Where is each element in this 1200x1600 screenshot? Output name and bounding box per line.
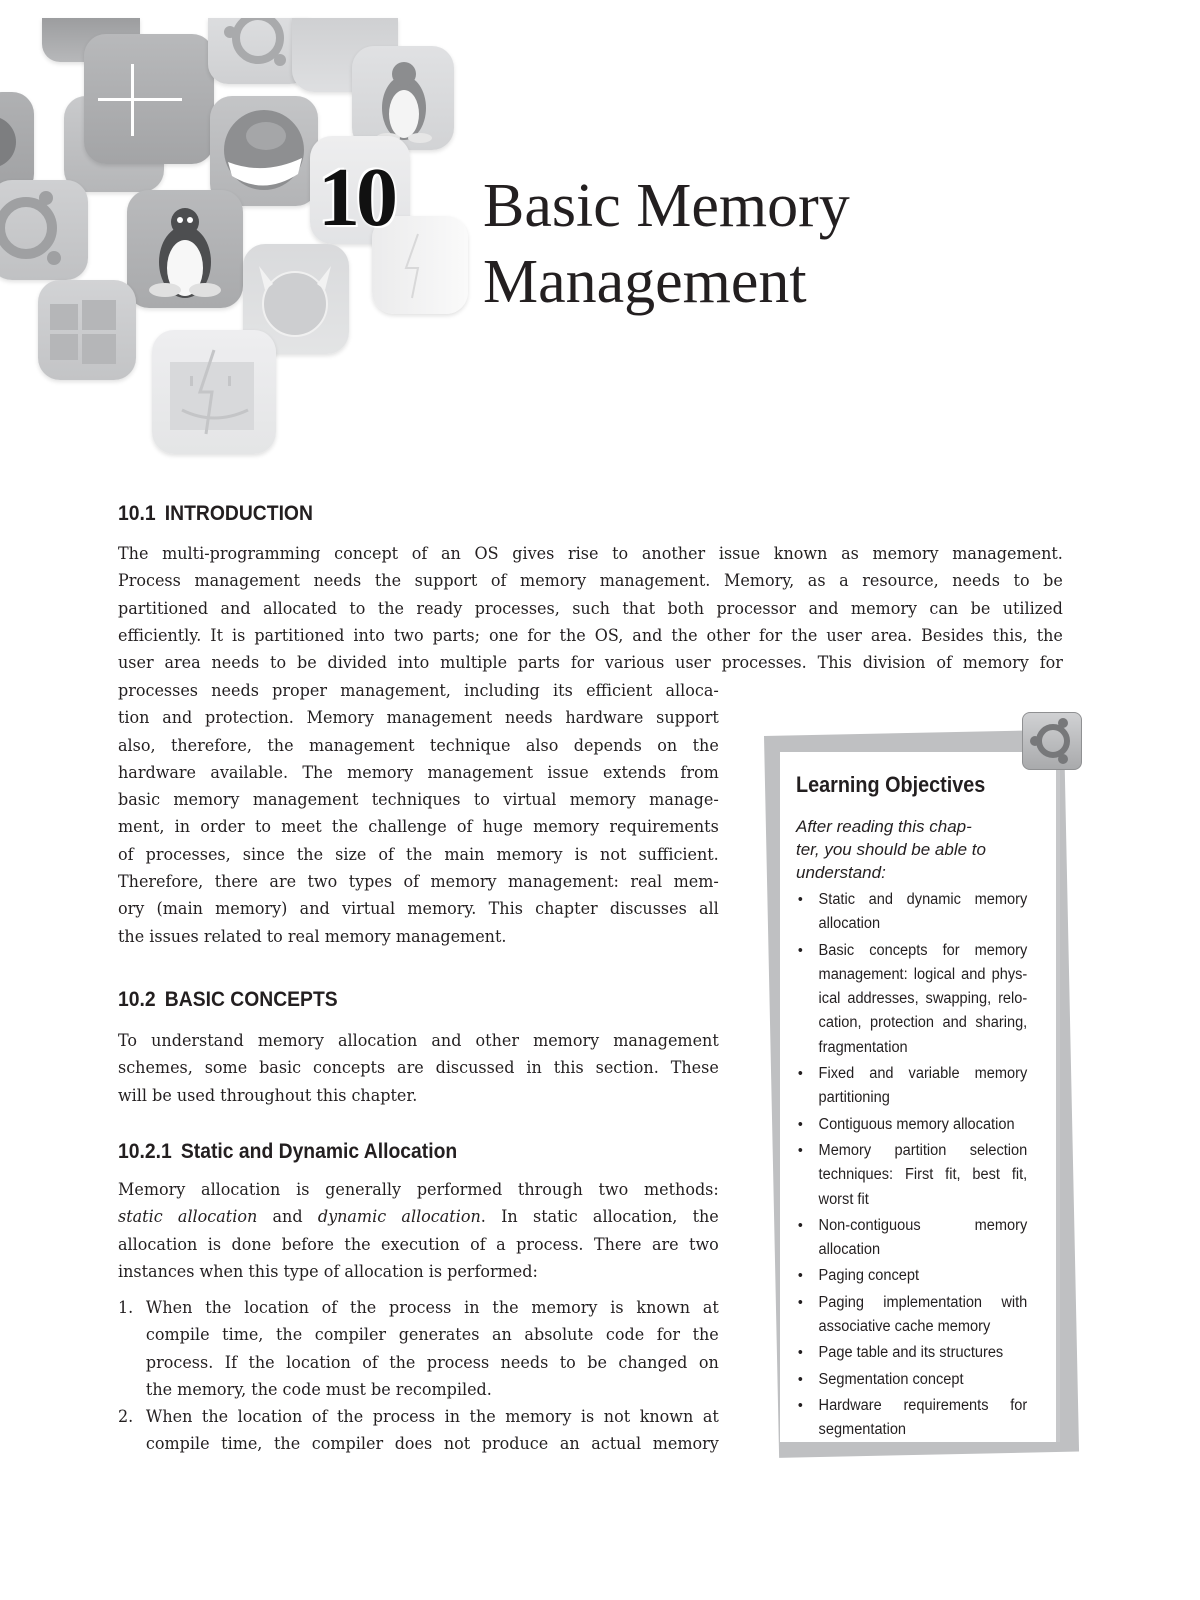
objective-item: [796, 1113, 1027, 1137]
text-line: worst fit: [818, 1190, 869, 1208]
text-line: understand:: [796, 863, 886, 882]
text-line: Contiguous memory allocation: [818, 1115, 1015, 1133]
text-line: compile time, the compiler generates an absolute code for the: [145, 1325, 719, 1346]
list-marker: 2.: [118, 1407, 134, 1428]
section-number: 10.2: [118, 988, 156, 1011]
finder-tile: [152, 330, 276, 454]
text-line: Memory partition selection: [818, 1141, 1028, 1159]
chapter-number: 10: [318, 151, 394, 244]
text-line: ical addresses, swapping, relo-: [818, 990, 1028, 1008]
text-line: partitioning: [818, 1089, 890, 1107]
text-line: hardware available. The memory management issue extends from: [118, 762, 719, 783]
subsection-heading-static-dynamic: [118, 1140, 457, 1164]
objective-item: [796, 1368, 1027, 1392]
text-line: When the location of the process in the memory is known at: [145, 1298, 719, 1318]
text-line: To understand memory allocation and other memory management: [118, 1031, 719, 1051]
static-dynamic-paragraph: [118, 1177, 719, 1286]
text-line: basic memory management techniques to virtual memory manage-: [118, 790, 719, 811]
text-fragment: . In static allocation, the: [480, 1207, 719, 1228]
bullet-icon: •: [797, 941, 803, 959]
allocation-instances-list: [118, 1295, 719, 1459]
text-line: partitioned and allocated to the ready processes, such that both processor and memory can be utilized: [118, 598, 1063, 619]
ubuntu-icon: [0, 180, 88, 280]
list-item: [118, 1404, 719, 1459]
objective-item: [796, 1139, 1027, 1212]
ubuntu-icon: [1022, 712, 1082, 770]
text-line: The multi-programming concept of an OS gives rise to another issue known as memory management.: [118, 544, 1063, 564]
text-line: user area needs to be divided into multiple parts for various user processes. This division of memory for: [118, 653, 1063, 674]
subsection-title: Static and Dynamic Allocation: [180, 1140, 458, 1163]
bullet-icon: •: [797, 1065, 803, 1083]
text-line: Memory allocation is generally performed through two methods:: [118, 1180, 719, 1200]
text-line: the memory, the code must be recompiled.: [145, 1379, 492, 1400]
text-line: also, therefore, the management technique also depends on the: [118, 735, 719, 756]
text-line: management: logical and phys-: [818, 965, 1028, 983]
text-line: of processes, since the size of the main memory is not sufficient.: [118, 844, 719, 865]
learning-objectives-intro: [796, 815, 1036, 884]
text-line: schemes, some basic concepts are discussed in this section. These: [118, 1058, 719, 1079]
intro-paragraph-narrow: [118, 678, 719, 951]
text-line: compile time, the compiler does not produce an actual memory: [145, 1434, 719, 1455]
text-line: cation, protection and sharing,: [818, 1014, 1028, 1032]
tux-penguin-icon: [352, 46, 454, 150]
objective-item: [796, 1291, 1027, 1340]
text-line: Paging concept: [818, 1267, 920, 1285]
text-line: Basic concepts for memory: [818, 941, 1028, 959]
finder-icon: [152, 330, 276, 454]
learning-objectives-title: Learning Objectives: [796, 772, 986, 797]
learning-objectives-list: [796, 888, 1027, 1445]
tux-tile-top-right: [352, 46, 454, 150]
text-line: will be used throughout this chapter.: [118, 1085, 418, 1106]
windows-tile: [84, 34, 214, 164]
text-line: After reading this chap-: [796, 817, 972, 836]
text-line: Static and dynamic memory: [818, 891, 1028, 908]
objective-item: [796, 1062, 1027, 1111]
bullet-icon: •: [797, 1267, 803, 1285]
text-line: ory (main memory) and virtual memory. This chapter discusses all: [118, 899, 719, 920]
text-line: ter, you should be able to: [796, 840, 986, 859]
text-line: Non-contiguous memory: [818, 1216, 1028, 1234]
text-line: ment, in order to meet the challenge of huge memory requirements: [118, 817, 719, 838]
section-title: BASIC CONCEPTS: [164, 988, 338, 1011]
intro-paragraph-full-width: [118, 541, 1063, 677]
section-number: 10.1: [118, 502, 156, 525]
objective-item: [796, 1264, 1027, 1288]
text-line: the issues related to real memory management.: [118, 926, 507, 947]
text-line: processes needs proper management, including its efficient alloca-: [118, 681, 719, 701]
text-line: allocation: [818, 1241, 881, 1259]
list-item: [118, 1295, 719, 1404]
text-line: Hardware requirements for: [818, 1396, 1028, 1414]
text-line: Paging implementation with: [818, 1293, 1028, 1311]
chapter-opener-art: [0, 0, 480, 470]
section-title: INTRODUCTION: [164, 502, 313, 525]
chapter-title: [483, 168, 850, 320]
chapter-title-line-1: Basic Memory: [483, 172, 850, 240]
text-line: Page table and its structures: [818, 1344, 1004, 1362]
objective-item: [796, 939, 1027, 1060]
objective-item: [796, 1214, 1027, 1263]
objective-item: [796, 1341, 1027, 1365]
bullet-icon: •: [797, 1344, 803, 1362]
text-line: Segmentation concept: [818, 1370, 964, 1388]
tux-penguin-icon: [127, 190, 243, 308]
text-line: fragmentation: [818, 1038, 908, 1056]
objective-item: [796, 1394, 1027, 1443]
basic-concepts-paragraph: [118, 1028, 719, 1110]
objective-item: [796, 888, 1027, 937]
windows8-icon: [38, 280, 136, 380]
text-line: process. If the location of the process needs to be changed on: [145, 1352, 719, 1373]
bullet-icon: •: [797, 1141, 803, 1159]
text-line: instances when this type of allocation is performed:: [118, 1261, 538, 1282]
learning-objectives-box: [764, 712, 1086, 1460]
text-line-with-emphasis: [118, 1204, 719, 1231]
emphasis-dynamic-allocation: dynamic allocation: [317, 1207, 481, 1228]
text-line: Process management needs the support of memory management. Memory, as a resource, needs to be: [118, 571, 1063, 592]
text-line: allocation is done before the execution of a process. There are two: [118, 1234, 719, 1255]
bullet-icon: •: [797, 1396, 803, 1414]
section-heading-basic-concepts: [118, 988, 338, 1012]
bullet-icon: •: [797, 891, 803, 908]
bullet-icon: •: [797, 1216, 803, 1234]
bullet-icon: •: [797, 1293, 803, 1311]
text-line: techniques: First fit, best fit,: [818, 1166, 1028, 1184]
section-heading-introduction: [118, 502, 313, 526]
bullet-icon: •: [797, 1370, 803, 1388]
windows8-tile: [38, 280, 136, 380]
text-line: When the location of the process in the memory is not known at: [145, 1407, 719, 1428]
subsection-number: 10.2.1: [118, 1140, 172, 1163]
windows-icon: [84, 34, 214, 164]
text-line: Fixed and variable memory: [818, 1065, 1028, 1083]
text-line: segmentation: [818, 1421, 907, 1439]
emphasis-static-allocation: static allocation: [118, 1207, 258, 1228]
chapter-title-line-2: Management: [483, 248, 807, 316]
text-fragment: and: [257, 1207, 318, 1228]
text-line: efficiently. It is partitioned into two parts; one for the OS, and the other for the user area. Besides this, the: [118, 625, 1063, 646]
tux-tile: [127, 190, 243, 308]
text-line: tion and protection. Memory management needs hardware support: [118, 708, 719, 729]
bullet-icon: •: [797, 1115, 803, 1133]
ubuntu-tile-left: [0, 180, 88, 280]
text-line: allocation: [818, 915, 881, 933]
text-line: Therefore, there are two types of memory management: real mem-: [118, 872, 719, 893]
text-line: associative cache memory: [818, 1318, 991, 1336]
list-marker: 1.: [118, 1298, 134, 1318]
